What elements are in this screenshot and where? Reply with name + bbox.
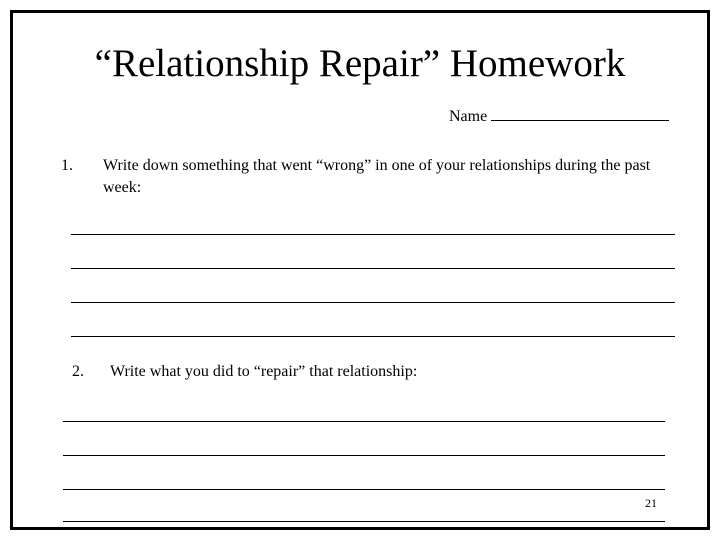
question-1-answer-line-1[interactable] <box>71 234 675 235</box>
question-2-text: Write what you did to “repair” that relationship: <box>110 363 418 380</box>
question-1-answer-line-2[interactable] <box>71 268 675 269</box>
name-field-row <box>449 103 669 128</box>
question-2-answer-line-3[interactable] <box>63 489 665 490</box>
question-2-answer-line-4[interactable] <box>63 521 665 522</box>
question-1-text: Write down something that went “wrong” in one of your relationships during the past week: <box>103 157 651 196</box>
question-2-answer-line-1[interactable] <box>63 421 665 422</box>
question-2-number: 2. <box>72 363 84 380</box>
question-1-answer-line-4[interactable] <box>71 336 675 337</box>
name-blank-line[interactable] <box>491 103 669 121</box>
name-label: Name <box>449 108 488 125</box>
question-1-answer-line-3[interactable] <box>71 302 675 303</box>
page-title: “Relationship Repair” Homework <box>94 42 626 85</box>
question-2-answer-line-2[interactable] <box>63 455 665 456</box>
question-1-number: 1. <box>61 157 73 174</box>
worksheet-page <box>10 10 710 530</box>
page-number: 21 <box>645 496 657 510</box>
